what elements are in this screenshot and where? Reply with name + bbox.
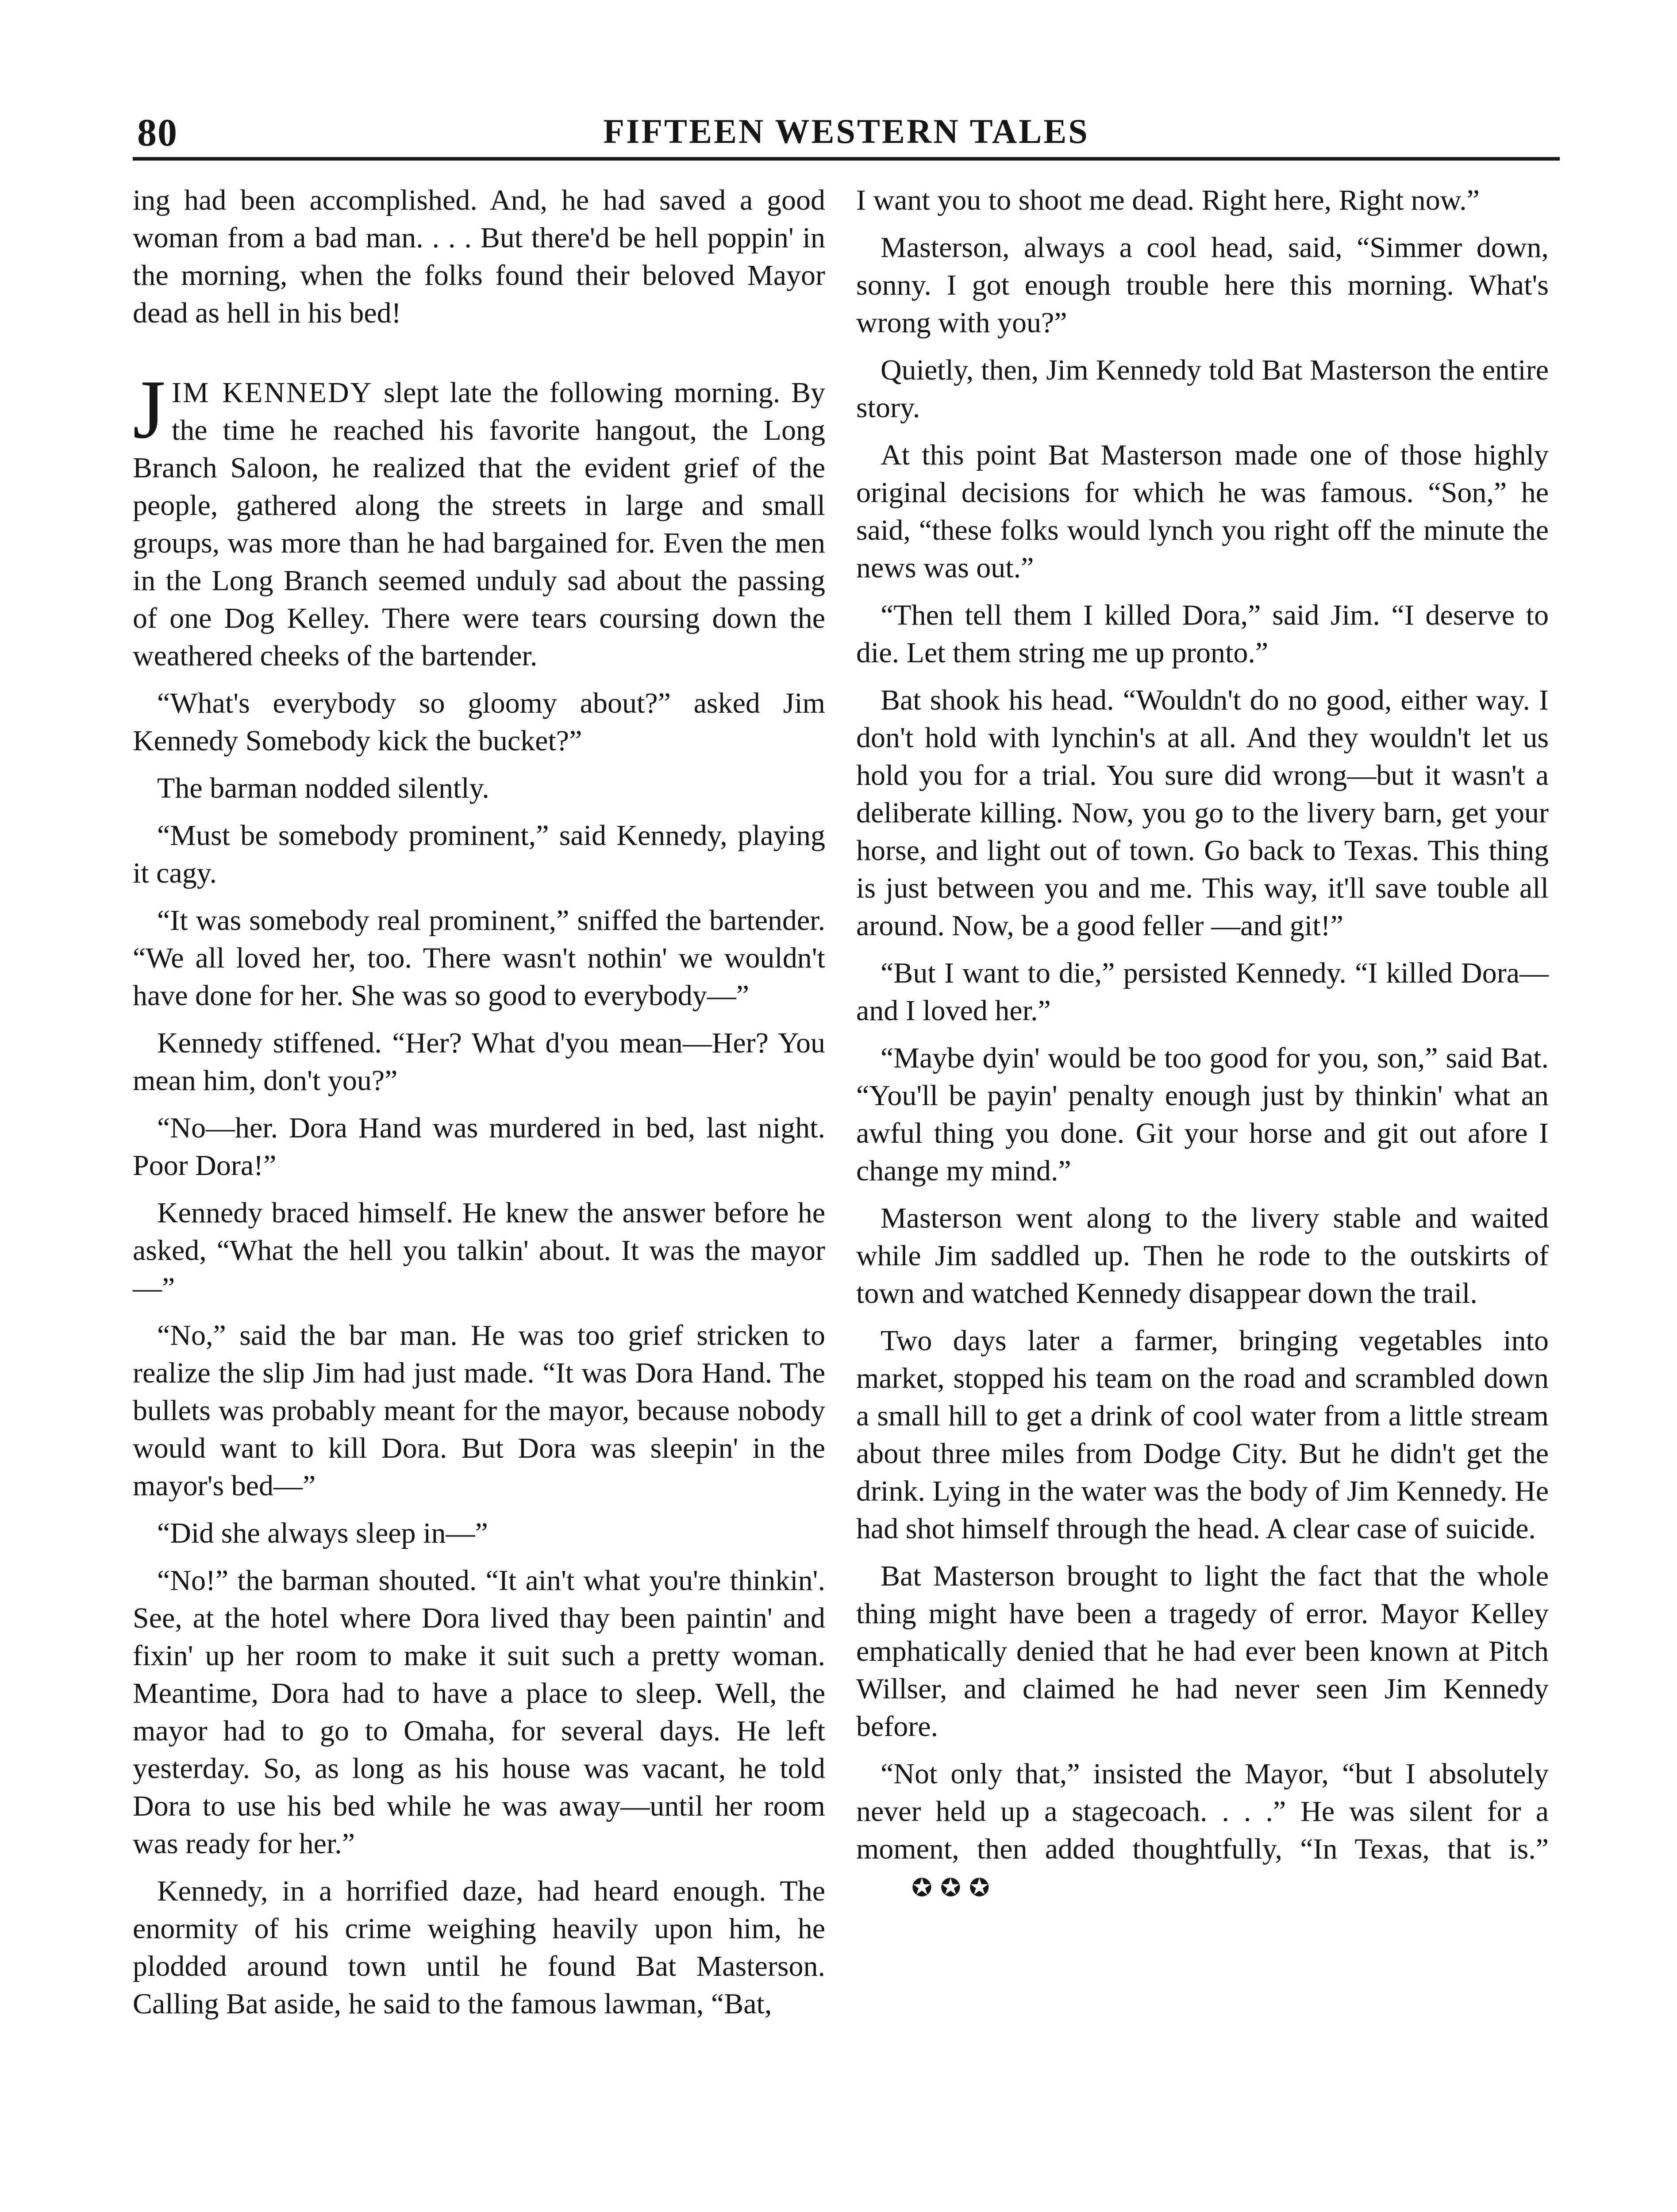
header-rule (133, 157, 1560, 161)
paragraph: Masterson, always a cool head, said, “Simmer down, sonny. I got enough trouble here this morning. What's wrong with you?” (856, 231, 1549, 339)
paragraph: “No—her. Dora Hand was murdered in bed, last night. Poor Dora!” (133, 1112, 825, 1182)
paragraph: At this point Bat Masterson made one of those highly original decisions for which he was famous. “Son,” he said, “these folks would lynch you right off the minute the news was out.” (856, 439, 1549, 584)
paragraph: “What's everybody so gloomy about?” asked Jim Kennedy Somebody kick the bucket?” (133, 687, 825, 757)
paragraph: “No!” the barman shouted. “It ain't what you're thinkin'. See, at the hotel where Dora lived thay been paintin' and fixin' up her room to make it suit such a pretty woman. Meantime, Dora had to have a place to sleep. Well, the mayor had to go to Omaha, for several days. He left yesterday. So, as long as his house was vacant, he told Dora to use his bed while he was away—until her room was ready for her.” (133, 1564, 825, 1860)
end-of-story-marks: ✪✪✪ (912, 1874, 998, 1902)
paragraph: Masterson went along to the livery stable and waited while Jim saddled up. Then he rode to the outskirts of town and watched Kennedy disappear down the trail. (856, 1202, 1549, 1310)
paragraph: “Then tell them I killed Dora,” said Jim. “I deserve to die. Let them string me up pronto.” (856, 599, 1549, 669)
paragraph: Two days later a farmer, bringing vegetables into market, stopped his team on the road and scrambled down a small hill to get a drink of cool water from a little stream about three miles from Dodge City. But he didn't get the drink. Lying in the water was the body of Jim Kennedy. He had shot himself through the head. A clear case of suicide. (856, 1325, 1549, 1545)
page-header (133, 102, 1560, 159)
right-column (856, 181, 1549, 1916)
section-opening-paragraph (133, 363, 826, 675)
drop-cap: J (133, 363, 165, 456)
paragraph: Kennedy braced himself. He knew the answer before he asked, “What the hell you talkin' about. It was the mayor—” (133, 1197, 825, 1304)
paragraph-text: slept late the following morning. By the time he reached his favorite hangout, the Long Branch Saloon, he realized that the evident grief of the people, gathered along the streets in large and small groups, was more than he had bargained for. Even the men in the Long Branch seemed unduly sad about the passing of one Dog Kelley. There were tears coursing down the weathered cheeks of the bartender. (133, 376, 826, 672)
running-title: FIFTEEN WESTERN TALES (603, 112, 1089, 150)
paragraph: Kennedy, in a horrified daze, had heard enough. The enormity of his crime weighing heavily upon him, he plodded around town until he found Bat Masterson. Calling Bat aside, he said to the famous lawman, “Bat, (133, 1875, 825, 2020)
paragraph: “Maybe dyin' would be too good for you, son,” said Bat. “You'll be payin' penalty enough just by thinkin' what an awful thing you done. Git your horse and git out afore I change my mind.” (856, 1042, 1549, 1187)
page-number: 80 (137, 111, 178, 154)
paragraph-text: “Not only that,” insisted the Mayor, “but I absolutely never held up a stagecoach. . . .” He was silent for a moment, then added thoughtfully, “In Texas, that is.” (856, 1758, 1549, 1865)
paragraph: “Did she always sleep in—” (157, 1517, 488, 1549)
paragraph: Bat Masterson brought to light the fact that the whole thing might have been a tragedy of error. Mayor Kelley emphatically denied that he had ever been known at Pitch Willser, and claimed he had never seen Jim Kennedy before. (856, 1560, 1549, 1743)
left-column (133, 181, 825, 2032)
paragraph: “But I want to die,” persisted Kennedy. “I killed Dora—and I loved her.” (856, 957, 1549, 1027)
final-paragraph (856, 1755, 1549, 1907)
paragraph: ing had been accomplished. And, he had saved a good woman from a bad man. . . . But there'd be hell poppin' in the morning, when the folks found their beloved Mayor dead as hell in his bed! (133, 184, 825, 329)
paragraph: “It was somebody real prominent,” sniffed the bartender. “We all loved her, too. There wasn't nothin' we wouldn't have done for her. She was so good to everybody—” (133, 904, 825, 1012)
paragraph: “Must be somebody prominent,” said Kennedy, playing it cagy. (133, 819, 825, 889)
paragraph: Quietly, then, Jim Kennedy told Bat Masterson the entire story. (856, 354, 1549, 424)
lead-in-caps: IM KENNEDY (171, 376, 373, 409)
paragraph: The barman nodded silently. (157, 772, 489, 804)
paragraph: Kennedy stiffened. “Her? What d'you mean—Her? You mean him, don't you?” (133, 1027, 825, 1097)
paragraph: I want you to shoot me dead. Right here, Right now.” (856, 184, 1480, 216)
paragraph: Bat shook his head. “Wouldn't do no good, either way. I don't hold with lynchin's at all. And they wouldn't let us hold you for a trial. You sure did wrong—but it wasn't a deliberate killing. Now, you go to the livery barn, get your horse, and light out of town. Go back to Texas. This thing is just between you and me. This way, it'll save touble all around. Now, be a good feller —and git!” (856, 684, 1549, 942)
paragraph: “No,” said the bar man. He was too grief stricken to realize the slip Jim had just made. “It was Dora Hand. The bullets was probably meant for the mayor, because nobody would want to kill Dora. But Dora was sleepin' in the mayor's bed—” (133, 1319, 825, 1502)
